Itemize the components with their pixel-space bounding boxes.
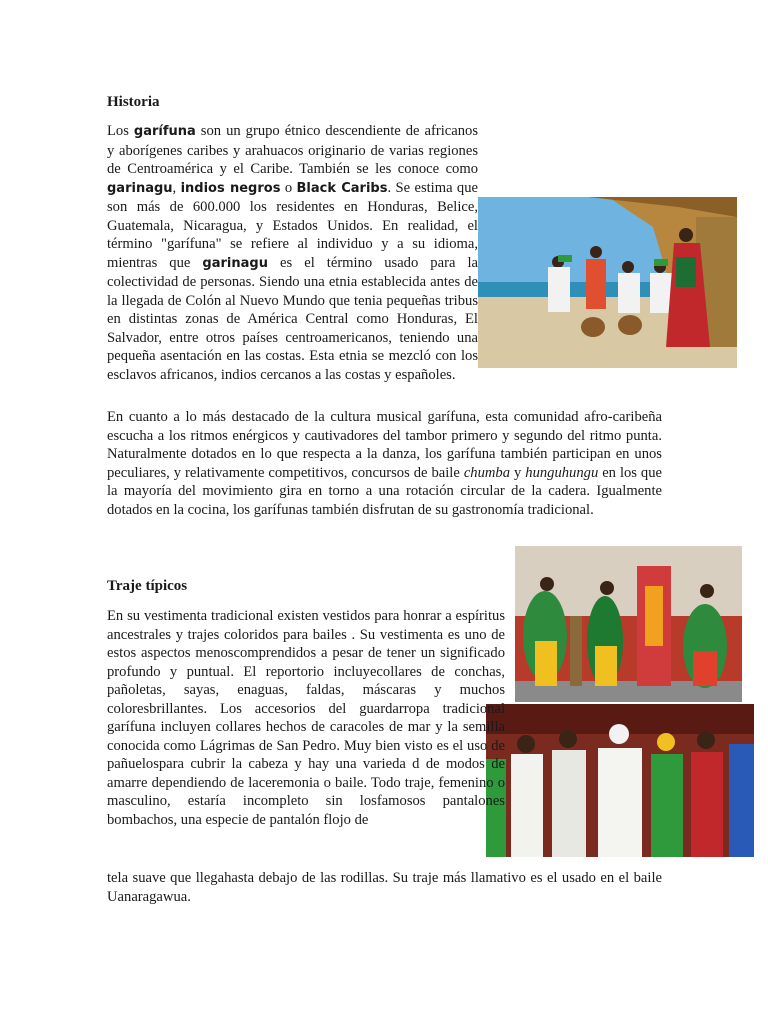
section-heading-traje-tipicos: Traje típicos — [107, 578, 188, 594]
photo-women-white-dresses — [486, 704, 754, 857]
paragraph-historia-1: Los garífuna son un grupo étnico descendiente de africanos y aborígenes caribes y arahuacos originario de varias regiones de Centroamérica y el Caribe. También se les conoce como garinagu, indios negros o Black Caribs. Se estima que son más de 600.000 los residentes en Honduras, Belice, Guatemala, Nicaragua, y Estados Unidos. En realidad, el término "garífuna" se refiere al individuo y a su idioma, mientras que garinagu es el término usado para la colectividad de personas. Siendo una etnia establecida antes de la llegada de Colón al Nuevo Mundo que tenia pequeñas tribus en distintas zonas de América Central como Honduras, El Salvador, entre otros países centroamericanos, teniendo una pequeña asentación en las costas. Esta etnia se mezcló con los esclavos africanos, indios cercanos a las costas y españoles. — [107, 123, 479, 383]
section-heading-historia: Historia — [107, 94, 160, 110]
photo-beach-drummers — [478, 197, 737, 368]
paragraph-traje-2: tela suave que llegahasta debajo de las rodillas. Su traje más llamativo es el usado en el baile Uanaragawua. — [107, 870, 662, 905]
paragraph-traje-1: En su vestimenta tradicional existen vestidos para honrar a espíritus ancestrales y trajes coloridos para bailes . Su vestimenta es uno de estos aspectos menoscomprendidos a pesar de tener un significado profundo y puntual. El reportorio incluyecollares de conchas, pañoletas, sayas, enaguas, faldas, máscaras y muchos coloresbrillantes. Los accesorios del guardarropa tradicional garífuna incluyen collares hechos de caracoles de mar y la semilla conocida como Lágrimas de San Pedro. Muy bien visto es el uso de pañuelospara cubrir la cabeza y hay una varieda d de modos de amarre dependiendo de laceremonia o baile. Todo traje, femenino o masculino, estaría incompleto sin losfamosos pantalones bombachos, una especie de pantalón flojo de — [107, 608, 505, 828]
photo-dancers — [515, 546, 742, 702]
paragraph-historia-2: En cuanto a lo más destacado de la cultura musical garífuna, esta comunidad afro-caribeña escucha a los ritmos enérgicos y cautivadores del tambor primero y segundo del ritmo punta. Naturalmente dotados en lo que respecta a la danza, los garífuna también participan en unos peculiares, y relativamente competitivos, concursos de baile chumba y hunguhungu en los que la mayoría del movimiento gira en torno a una rotación circular de la cadera. Igualmente dotados en la cocina, los garífunas también disfrutan de su gastronomía tradicional. — [107, 409, 663, 518]
